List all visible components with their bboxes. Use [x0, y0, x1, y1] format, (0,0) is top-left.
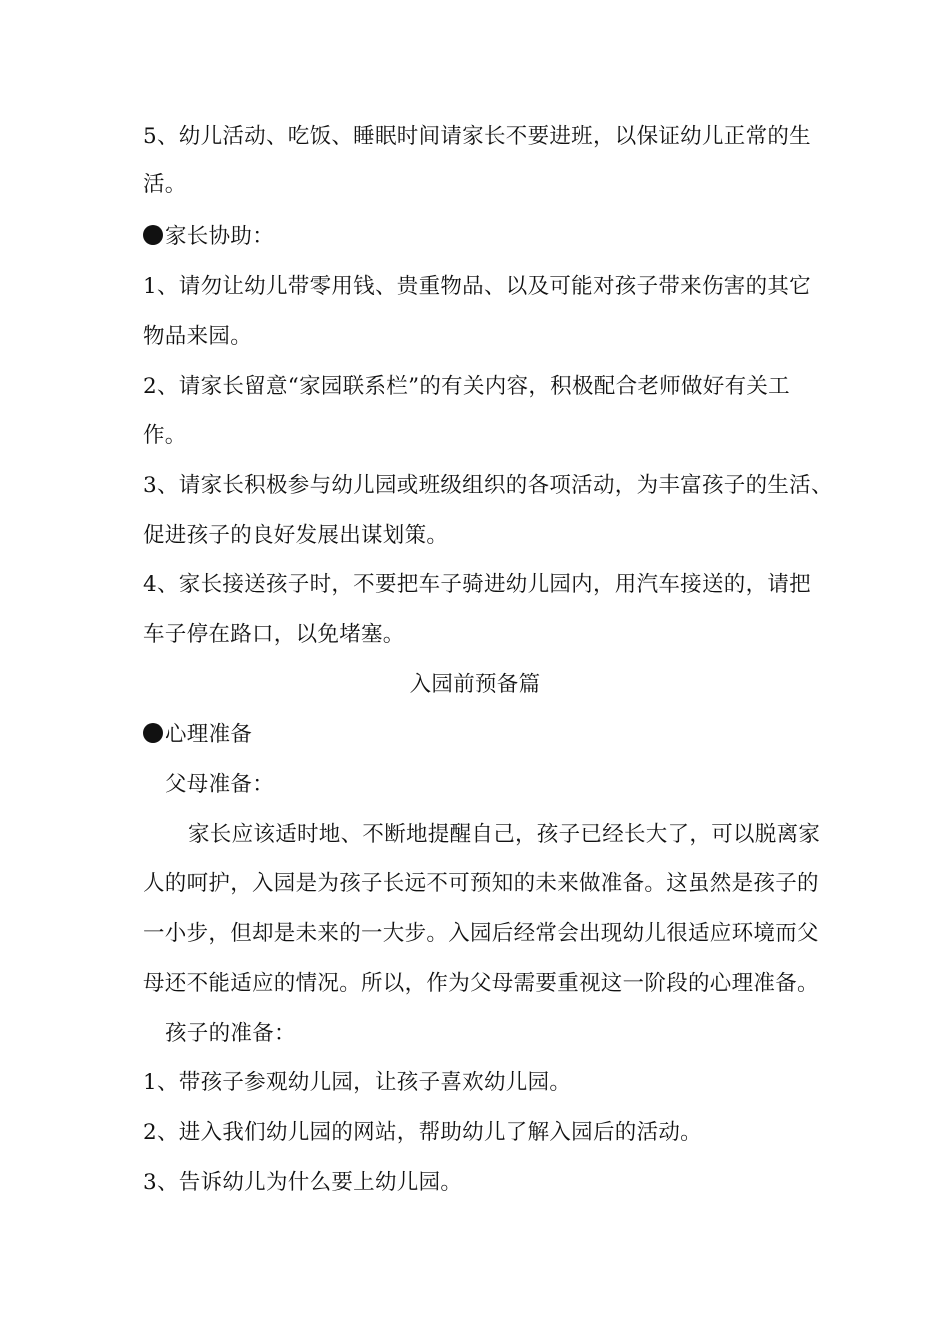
paragraph-line: 物品来园。: [143, 324, 253, 349]
paragraph-line: 家长应该适时地、不断地提醒自己，孩子已经长大了，可以脱离家: [188, 822, 821, 847]
paragraph-line: 人的呵护，入园是为孩子长远不可预知的未来做准备。这虽然是孩子的: [143, 871, 819, 896]
paragraph-line: 母还不能适应的情况。所以，作为父母需要重视这一阶段的心理准备。: [143, 971, 819, 996]
list-item: 1、带孩子参观幼儿园，让孩子喜欢幼儿园。: [143, 1070, 572, 1095]
paragraph-line: 促进孩子的良好发展出谋划策。: [143, 523, 449, 548]
paragraph-line: 活。: [143, 172, 187, 197]
paragraph-line: 一小步，但却是未来的一大步。入园后经常会出现幼儿很适应环境而父: [143, 921, 819, 946]
paragraph-line: 5、幼儿活动、吃饭、睡眠时间请家长不要进班，以保证幼儿正常的生: [143, 124, 811, 149]
section-heading-text: 家长协助：: [165, 224, 275, 249]
list-item: 2、进入我们幼儿园的网站，帮助幼儿了解入园后的活动。: [143, 1120, 702, 1145]
section-heading-text: 心理准备: [165, 722, 253, 747]
list-item: 3、告诉幼儿为什么要上幼儿园。: [143, 1170, 463, 1195]
bullet-icon: [143, 225, 163, 245]
paragraph-line: 作。: [143, 423, 187, 448]
section-heading-psych-prep: [143, 720, 252, 750]
paragraph-line: 3、请家长积极参与幼儿园或班级组织的各项活动，为丰富孩子的生活、: [143, 473, 833, 498]
paragraph-line: 车子停在路口，以免堵塞。: [143, 622, 405, 647]
bullet-icon: [143, 723, 163, 743]
subheading-children: 孩子的准备：: [165, 1021, 296, 1046]
section-title: 入园前预备篇: [409, 672, 541, 697]
paragraph-line: 1、请勿让幼儿带零用钱、贵重物品、以及可能对孩子带来伤害的其它: [143, 274, 811, 299]
section-heading-parent-assist: [143, 222, 274, 252]
paragraph-line: 4、家长接送孩子时，不要把车子骑进幼儿园内，用汽车接送的，请把: [143, 572, 811, 597]
subheading-parents: 父母准备：: [165, 772, 275, 797]
paragraph-line: 2、请家长留意“家园联系栏”的有关内容，积极配合老师做好有关工: [143, 374, 790, 399]
